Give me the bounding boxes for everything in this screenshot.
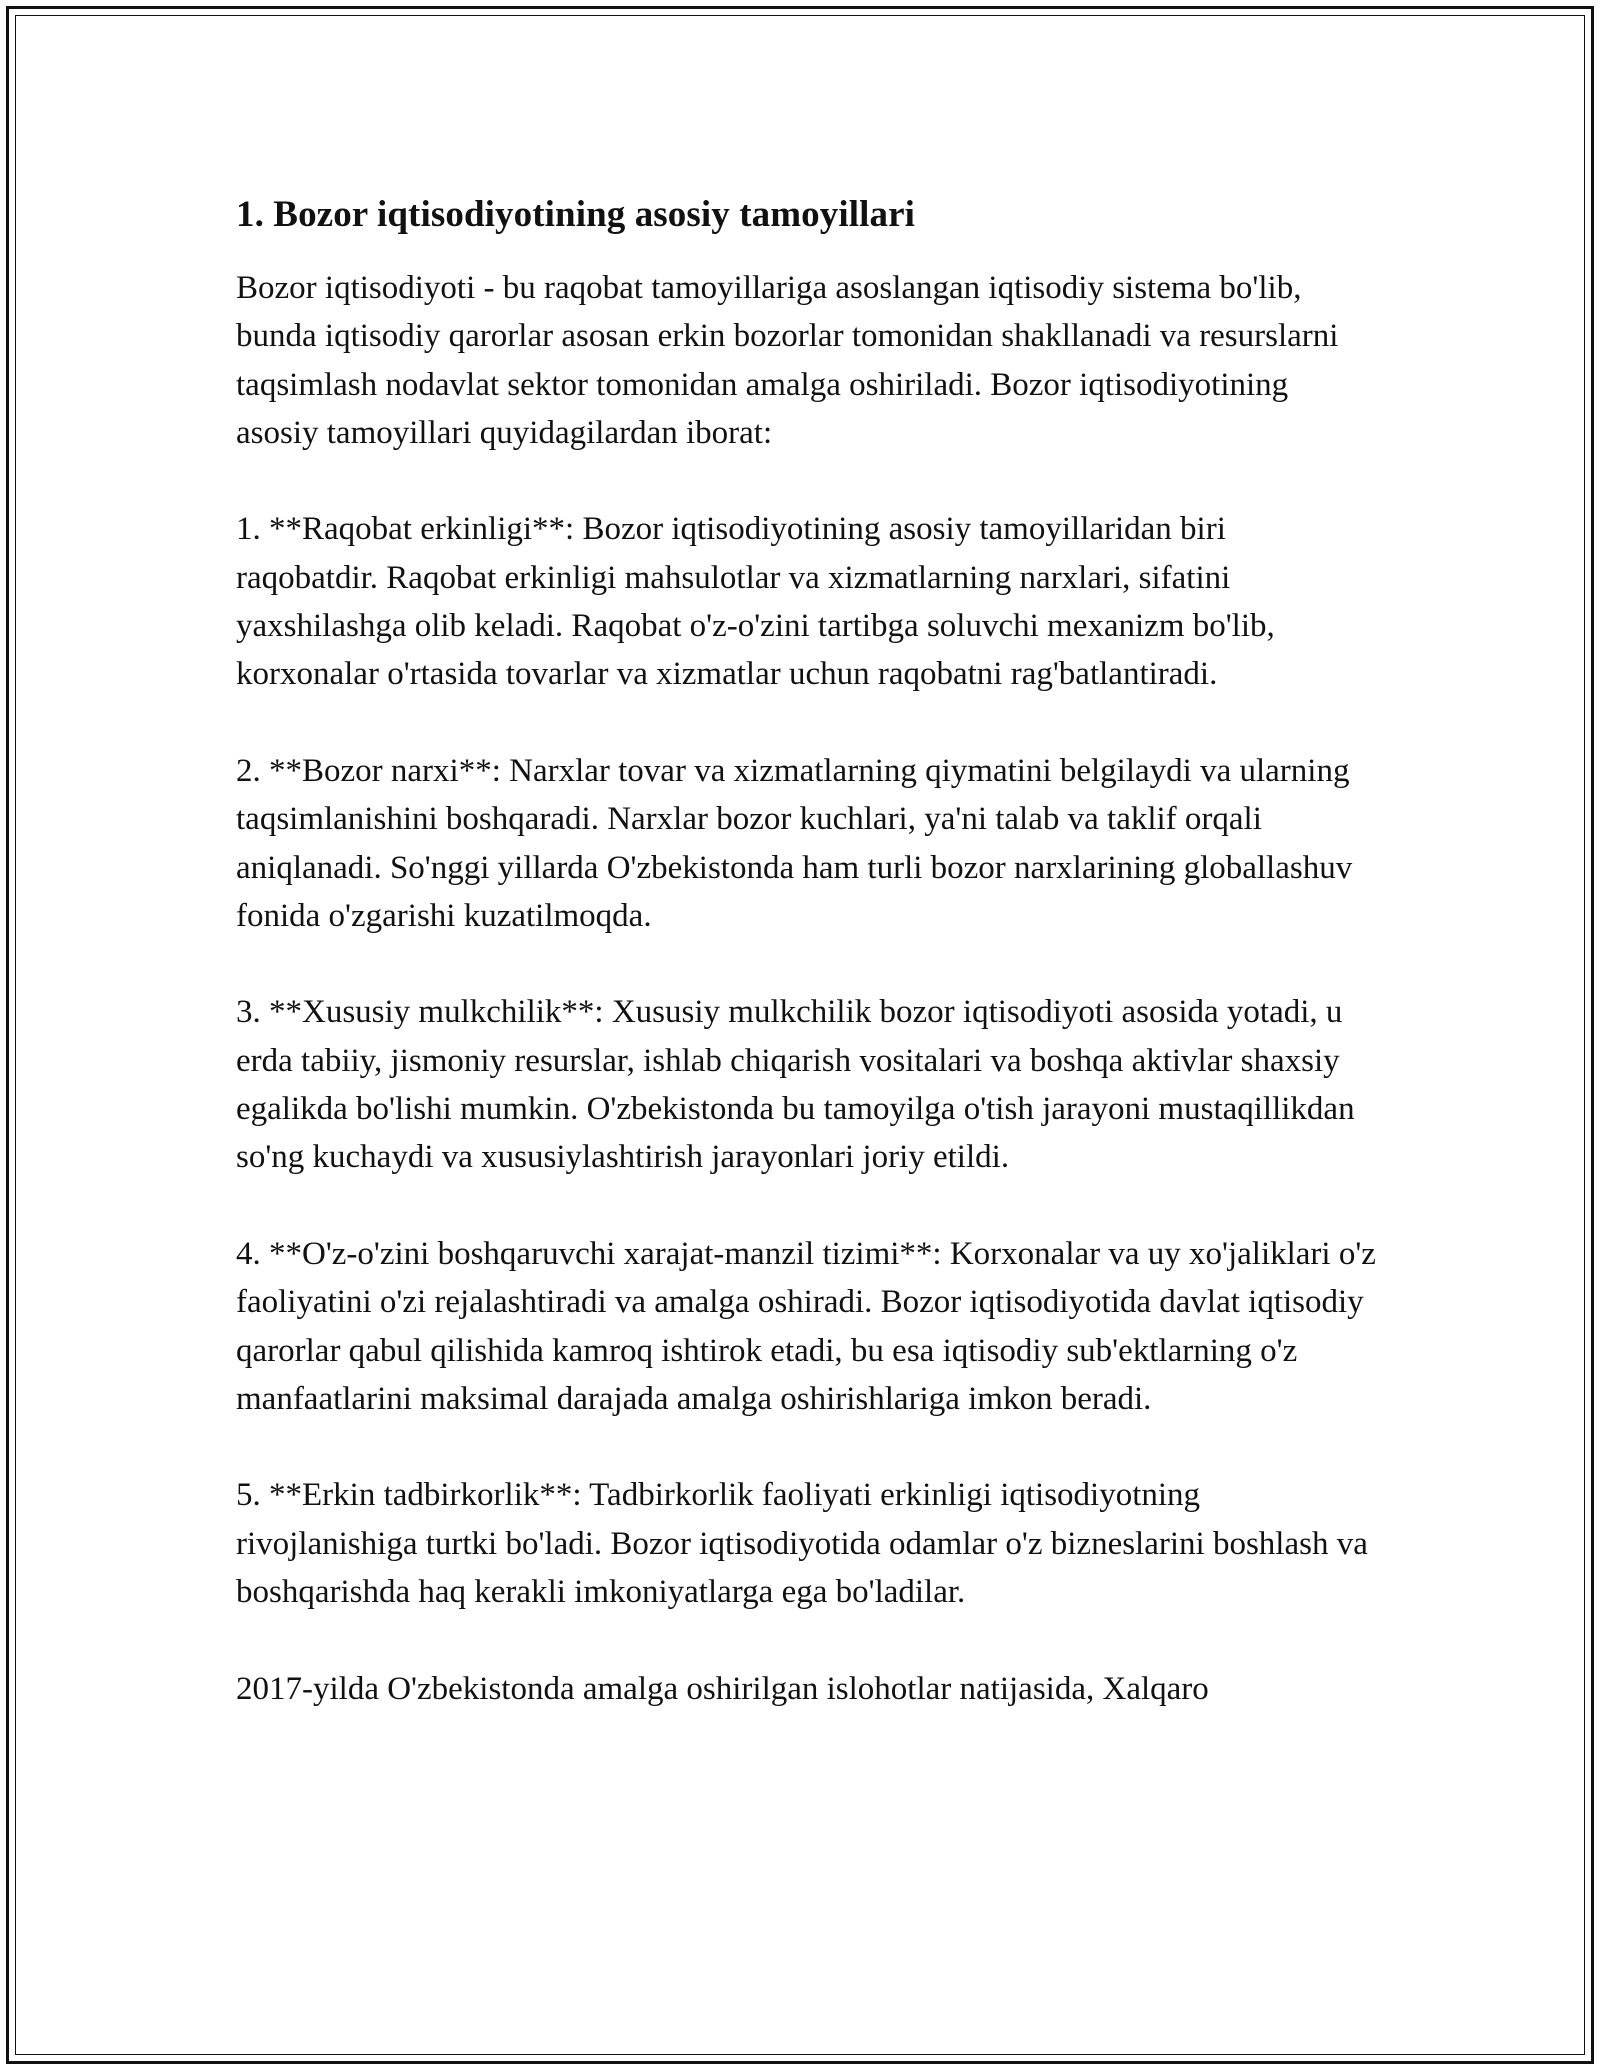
closing-paragraph: 2017-yilda O'zbekistonda amalga oshirilgan islohotlar natijasida, Xalqaro (236, 1670, 1209, 1707)
intro-paragraph: Bozor iqtisodiyoti - bu raqobat tamoyillariga asoslangan iqtisodiy sistema bo'lib, bunda iqtisodiy qarorlar asosan erkin bozorlar tomonidan shakllanadi va resurslarni taqsimlash nodavlat sektor tomonidan amalga oshiriladi. Bozor iqtisodiyotining asosiy tamoyillari quyidagilardan iborat: (236, 270, 1339, 451)
document-body (236, 186, 1376, 1713)
principle-5-paragraph: 5. **Erkin tadbirkorlik**: Tadbirkorlik faoliyati erkinligi iqtisodiyotning rivojlanishiga turtki bo'ladi. Bozor iqtisodiyotida odamlar o'z bizneslarini boshlash va boshqarishda haq kerakli imkoniyatlarga ega bo'ladilar. (236, 1477, 1368, 1611)
principle-1-paragraph: 1. **Raqobat erkinligi**: Bozor iqtisodiyotining asosiy tamoyillaridan biri raqobatdir. Raqobat erkinligi mahsulotlar va xizmatlarning narxlari, sifatini yaxshilashga olib keladi. Raqobat o'z-o'zini tartibga soluvchi mexanizm bo'lib, korxonalar o'rtasida tovarlar va xizmatlar uchun raqobatni rag'batlantiradi. (236, 511, 1275, 693)
principle-3-paragraph: 3. **Xususiy mulkchilik**: Xususiy mulkchilik bozor iqtisodiyoti asosida yotadi, u erda tabiiy, jismoniy resurslar, ishlab chiqarish vositalari va boshqa aktivlar shaxsiy egalikda bo'lishi mumkin. O'zbekistonda bu tamoyilga o'tish jarayoni mustaqillikdan so'ng kuchaydi va xususiylashtirish jarayonlari joriy etildi. (236, 994, 1355, 1176)
principle-2-paragraph: 2. **Bozor narxi**: Narxlar tovar va xizmatlarning qiymatini belgilaydi va ularning taqsimlanishini boshqaradi. Narxlar bozor kuchlari, ya'ni talab va taklif orqali aniqlanadi. So'nggi yillarda O'zbekistonda ham turli bozor narxlarining globallashuv fonida o'zgarishi kuzatilmoqda. (236, 752, 1353, 934)
document-heading: 1. Bozor iqtisodiyotining asosiy tamoyillari (236, 194, 916, 235)
principle-4-paragraph: 4. **O'z-o'zini boshqaruvchi xarajat-manzil tizimi**: Korxonalar va uy xo'jaliklari o'z faoliyatini o'zi rejalashtiradi va amalga oshiradi. Bozor iqtisodiyotida davlat iqtisodiy qarorlar qabul qilishida kamroq ishtirok etadi, bu esa iqtisodiy sub'ektlarning o'z manfaatlarini maksimal darajada amalga oshirishlariga imkon beradi. (236, 1235, 1376, 1417)
